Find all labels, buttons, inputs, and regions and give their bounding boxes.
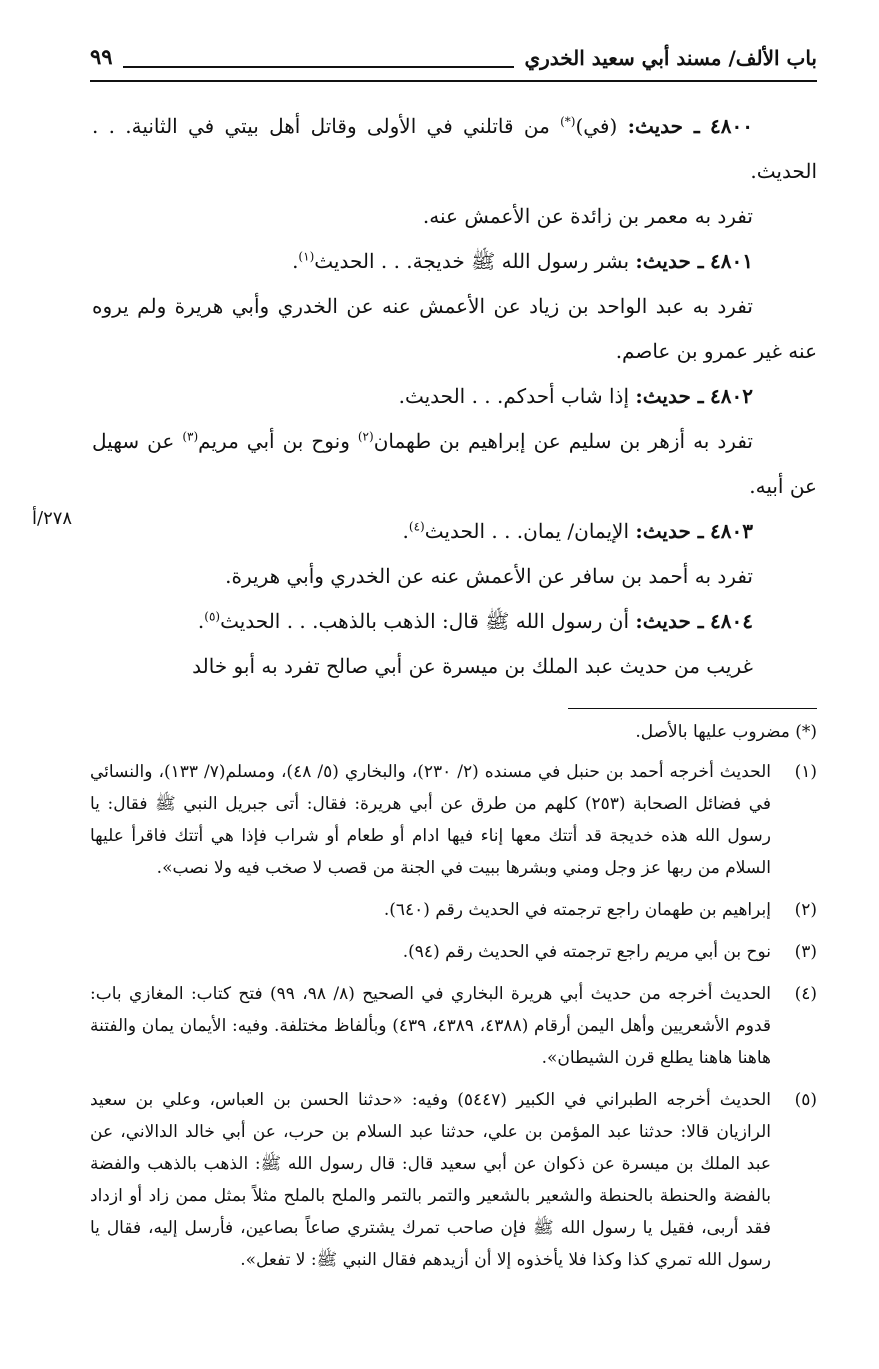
hadith-text: أن رسول الله ﷺ قال: الذهب بالذهب. . . الحديث [220,609,630,633]
footnote-text: الحديث أخرجه أحمد بن حنبل في مسنده (٢/ ٢٣٠)، والبخاري (٥/ ٤٨)، ومسلم(٧/ ١٣٣)، والنسائي في فضائل الصحابة (٢٥٣) كلهم من طرق عن أبي هريرة: فقال: أتى جبريل النبي ﷺ فقال: يا رسول الله هذه خديجة قد أتتك معها إناء فيها ادام أو طعام أو شراب فإذا هي أتتك فاقرأ عليها السلام من ربها عز وجل ومني وبشرها ببيت في الجنة من قصب لا صخب فيه ولا نصب». [90,762,772,878]
hadith-text: إذا شاب أحدكم. . . الحديث. [398,384,630,408]
note-text: تفرد به أزهر بن سليم عن إبراهيم بن طهمان [373,429,753,453]
footnote-text: مضروب عليها بالأصل. [635,722,790,742]
hadith-number: ٤٨٠١ [710,249,753,273]
hadith-label: ـ حديث: [635,519,704,543]
hadith-note [92,419,817,509]
hadith-entry [92,509,817,554]
footnote-number: (*) [795,722,817,742]
hadith-note: تفرد به عبد الواحد بن زياد عن الأعمش عنه عن الخدري وأبي هريرة ولم يروه عنه غير عمرو بن عاصم. [92,294,817,363]
footnote [90,1084,817,1276]
footnote-ref: (٢) [357,429,374,444]
hadith-entry [92,599,817,644]
footnote-separator [568,708,817,709]
hadith-label: ـ حديث: [635,384,704,408]
footnote [90,978,817,1074]
hadith-entry [92,239,817,284]
hadith-note: تفرد به معمر بن زائدة عن الأعمش عنه. [422,204,753,228]
footnote [90,756,817,884]
hadith-text: الإيمان/ يمان. . . الحديث [424,519,630,543]
hadith-text-cont: من قاتلني في الأولى وقاتل أهل بيتي في الثانية. . . الحديث. [92,114,817,183]
hadith-label: ـ حديث: [635,249,704,273]
hadith-note: تفرد به أحمد بن سافر عن الأعمش عنه عن الخدري وأبي هريرة. [225,564,753,588]
header-dashed-line [120,66,557,68]
hadith-text-cont: . [197,609,205,633]
hadith-number: ٤٨٠٤ [710,609,753,633]
header-rule [90,80,817,82]
hadith-text: (في) [575,114,618,138]
footnote-text: إبراهيم بن طهمان راجع ترجمته في الحديث رقم (٦٤٠). [383,900,771,920]
footnote-ref: (*) [560,114,576,129]
hadith-entry [92,104,817,194]
hadith-number: ٤٨٠٠ [710,114,753,138]
footnote-text: الحديث أخرجه من حديث أبي هريرة البخاري في الصحيح (٨/ ٩٨، ٩٩) فتح كتاب: المغازي باب: قدوم الأشعريين وأهل اليمن أرقام (٤٣٨٨، ٤٣٨٩، ٤٣٩) وبألفاظ مختلفة. وفيه: الأيمان يمان والفتنة هاهنا هاهنا يطلع قرن الشيطان». [90,984,772,1068]
footnote-ref: (٣) [182,429,199,444]
running-header [90,40,817,82]
footnotes [90,716,817,1286]
hadith-number: ٤٨٠٣ [710,519,753,543]
footnote-number: (٣) [794,942,817,962]
footnote-number: (٥) [794,1090,817,1110]
hadith-text-cont: . [292,249,299,273]
footnote [90,894,817,926]
hadith-entry [92,374,817,419]
main-text [92,104,817,689]
footnote-ref: (٥) [204,609,221,624]
footnote-ref: (٤) [408,519,425,534]
footnote-number: (٤) [794,984,817,1004]
hadith-label: ـ حديث: [627,114,700,138]
hadith-text: بشر رسول الله ﷺ خديجة. . . الحديث [314,249,630,273]
footnote [90,716,817,748]
page-number: ٩٩ [90,44,123,69]
hadith-number: ٤٨٠٢ [710,384,753,408]
footnote-ref: (١) [298,249,315,264]
footnote-text: الحديث أخرجه الطبراني في الكبير (٥٤٤٧) وفيه: «حدثنا الحسن بن العباس، وعلي بن سعيد الرازيان قالا: حدثنا عبد المؤمن بن علي، حدثنا عبد السلام بن حرب، عن أبي خالد الدالاني، عن عبد الملك بن ميسرة عن ذكوان عن أبي سعيد قال: قال رسول الله ﷺ: الذهب بالذهب والفضة بالفضة والحنطة بالحنطة والشعير بالشعير والتمر بالتمر والملح بالملح مثلاً بمثل ممن زاد أو ازداد فقد أربى، فقيل يا رسول الله ﷺ فإن صاحب تمرك يشتري صاعاً بصاعين، فأرسل إليه، فقال يا رسول الله تمري كذا وكذا فلا يأخذوه إلا أن أزيدهم فقال النبي ﷺ: لا تفعل». [90,1090,771,1270]
hadith-note: غريب من حديث عبد الملك بن ميسرة عن أبي صالح تفرد به أبو خالد [192,654,753,678]
footnote-number: (١) [794,762,817,782]
margin-folio-note: ٢٧٨/أ [32,508,73,529]
note-text: عن سهيل عن أبيه. [92,429,817,498]
chapter-title: باب الألف/ مسند أبي سعيد الخدري [514,46,817,70]
note-text: ونوح بن أبي مريم [198,429,358,453]
hadith-label: ـ حديث: [635,609,704,633]
footnote [90,936,817,968]
footnote-number: (٢) [794,900,817,920]
footnote-text: نوح بن أبي مريم راجع ترجمته في الحديث رقم (٩٤). [402,942,771,962]
hadith-text-cont: . [402,519,409,543]
